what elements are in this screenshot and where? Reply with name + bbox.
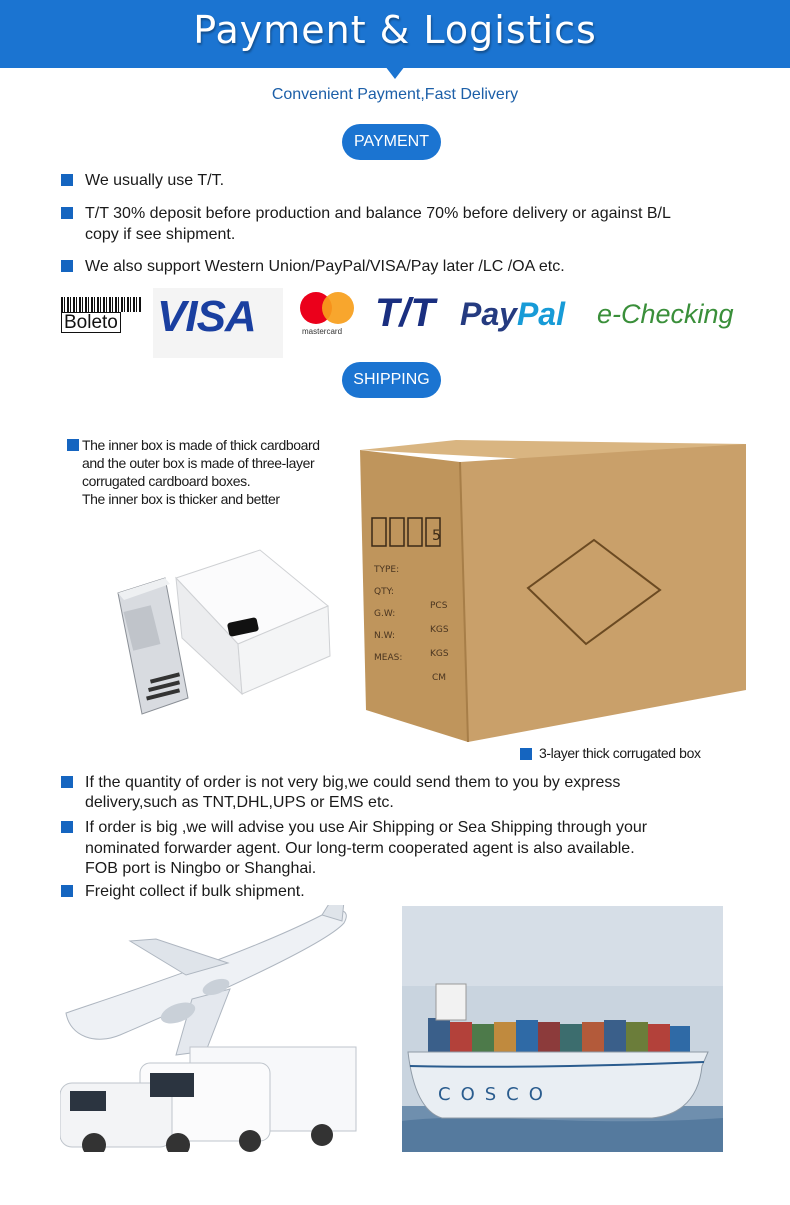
mastercard-logo-text: mastercard	[302, 327, 343, 336]
echecking-logo: e-Checking	[597, 299, 734, 329]
shipping-item: If order is big ,we will advise you use Air Shipping or Sea Shipping through your	[85, 819, 648, 836]
bullet-square-icon	[61, 260, 73, 272]
airplane-icon	[66, 905, 346, 1055]
ship-bridge	[436, 984, 466, 1020]
power-supply-unit	[118, 578, 188, 714]
box-marking: MEAS:	[374, 653, 403, 663]
box-marking: KGS	[430, 649, 449, 659]
shipping-section-label: SHIPPING	[342, 362, 441, 398]
bullet-square-icon	[67, 439, 79, 451]
box-marking: PCS	[430, 601, 448, 611]
corrugated-box-image	[360, 440, 746, 742]
packaging-note-line: corrugated cardboard boxes.	[82, 473, 251, 489]
box-marking: TYPE:	[374, 565, 400, 575]
bullet-square-icon	[520, 748, 532, 760]
shipping-item-continued: FOB port is Ningbo or Shanghai.	[85, 860, 317, 877]
payment-item: We also support Western Union/PayPal/VISA/Pay later /LC /OA etc.	[85, 258, 565, 275]
bullet-square-icon	[61, 174, 73, 186]
bullet-square-icon	[61, 776, 73, 788]
container-ship-image	[402, 906, 723, 1152]
mastercard-logo	[298, 292, 360, 342]
visa-logo-text: VISA	[157, 292, 256, 341]
bullet-square-icon	[61, 821, 73, 833]
banner-notch	[385, 66, 405, 79]
paypal-logo-text-pal: Pal	[516, 296, 565, 332]
page-title: Payment & Logistics	[193, 8, 597, 52]
visa-logo	[153, 288, 283, 358]
box-marking-stack: 5	[432, 528, 441, 544]
barcode-icon	[61, 297, 141, 312]
packaging-note-line: and the outer box is made of three-layer	[82, 455, 315, 471]
paypal-logo-text-pay: Pay	[460, 296, 517, 332]
shipping-item: If the quantity of order is not very big,we could send them to you by express	[85, 774, 621, 791]
page-subtitle: Convenient Payment,Fast Delivery	[271, 86, 519, 103]
shipping-item-continued: delivery,such as TNT,DHL,UPS or EMS etc.	[85, 794, 394, 811]
power-supply-inner-box-image	[110, 548, 335, 718]
packaging-note-line: The inner box is thicker and better	[82, 491, 280, 507]
shipping-item-continued: nominated forwarder agent. Our long-term cooperated agent is also available.	[85, 840, 635, 857]
packaging-note	[82, 436, 354, 508]
white-inner-box	[176, 550, 330, 694]
payment-item: We usually use T/T.	[85, 172, 225, 189]
box-caption: 3-layer thick corrugated box	[539, 745, 701, 761]
bullet-square-icon	[61, 207, 73, 219]
packaging-note-line: The inner box is made of thick cardboard	[82, 437, 320, 453]
tt-logo: T/T	[375, 291, 435, 335]
airplane-trucks-image	[60, 905, 358, 1152]
box-marking: N.W:	[374, 631, 395, 641]
trucks-icon	[60, 1047, 356, 1152]
ship-hull-text: COSCO	[438, 1084, 553, 1105]
shipping-item: Freight collect if bulk shipment.	[85, 883, 305, 900]
box-marking: QTY:	[374, 587, 394, 597]
paypal-logo	[460, 296, 565, 333]
payment-item-continued: copy if see shipment.	[85, 226, 236, 243]
payment-item: T/T 30% deposit before production and balance 70% before delivery or against B/L	[85, 205, 671, 222]
boleto-logo-text: Boleto	[61, 312, 121, 333]
mastercard-orange-circle	[322, 292, 354, 324]
payment-section-label: PAYMENT	[342, 124, 441, 160]
box-marking: G.W:	[374, 609, 396, 619]
bullet-square-icon	[61, 885, 73, 897]
box-marking: KGS	[430, 625, 449, 635]
boleto-logo	[61, 297, 141, 333]
box-marking: CM	[432, 673, 447, 683]
